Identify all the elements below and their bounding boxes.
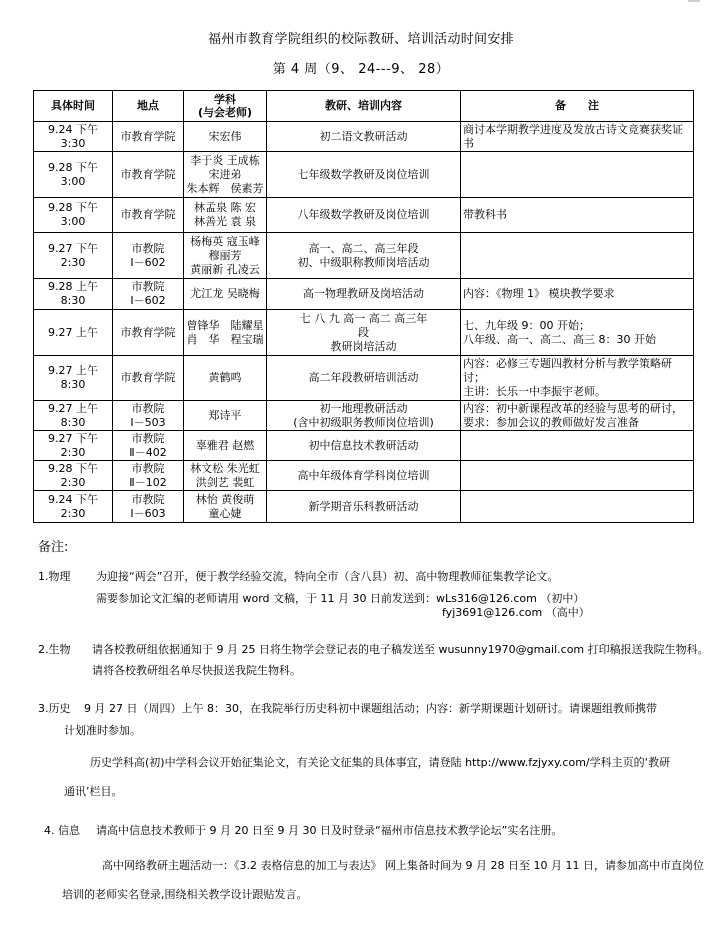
- cell-content: [267, 279, 461, 310]
- cell-place-line: 市教育学院: [120, 167, 176, 181]
- cell-teachers-line: 林文松 朱光虹: [190, 461, 260, 475]
- cell-time: 9.28 下午 3:00: [34, 198, 113, 233]
- cell-place-line: Ⅱ－402: [129, 445, 167, 459]
- cell-teachers: [184, 122, 267, 152]
- cell-content-line: 初二语文教研活动: [319, 129, 408, 143]
- note-biology-label: 2.生物: [38, 643, 71, 656]
- table-row: [34, 152, 694, 198]
- cell-remark: [461, 461, 694, 491]
- cell-teachers-line: 穆丽芳: [208, 248, 242, 262]
- cell-place-line: 市教院: [131, 241, 165, 255]
- cell-remark-line: 带教科书: [463, 208, 507, 221]
- cell-place: [113, 401, 184, 431]
- cell-remark-line: 七、九年级 9：00 开始；: [463, 318, 590, 332]
- cell-content: [267, 152, 461, 198]
- cell-teachers: [184, 152, 267, 198]
- cell-time: 9.28 下午 3:00: [34, 152, 113, 198]
- cell-teachers: [184, 491, 267, 523]
- cell-place: [113, 491, 184, 523]
- cell-teachers-line: 林怡 黄俊萌: [195, 492, 255, 506]
- cell-content-line: 七 八 九 高一 高二 高三年: [299, 311, 428, 325]
- note-physics-label: 1.物理: [38, 570, 71, 583]
- cell-place-line: Ⅰ－602: [130, 294, 166, 307]
- cell-time: 9.27 下午 2:30: [34, 431, 113, 461]
- document-subtitle: 第 4 周（9、 24---9、 28）: [272, 62, 450, 77]
- cell-remark-line: 内容：初中新课程改革的经验与思考的研讨，: [463, 401, 683, 415]
- cell-content-line: 新学期音乐科教研活动: [308, 499, 419, 513]
- cell-content-line: 高二年段教研培训活动: [308, 371, 419, 384]
- cell-place-line: 市教院: [131, 431, 165, 445]
- cell-time: 9.27 下午 2:30: [34, 233, 113, 279]
- document-title: 福州市教育学院组织的校际教研、培训活动时间安排: [208, 32, 514, 47]
- cell-place: [113, 279, 184, 310]
- header-subject: [184, 91, 267, 122]
- cell-content-line: 高中年级体育学科岗位培训: [297, 468, 430, 482]
- cell-time: 9.27 上午 8:30: [34, 356, 113, 401]
- cell-place-line: Ⅰ－503: [130, 415, 166, 429]
- note-biology-line2: 请将各校教研组名单尽快报送我院生物科。: [92, 664, 301, 677]
- cell-place-line: 市教院: [131, 401, 165, 415]
- header-subject-line1: 学科: [214, 93, 236, 106]
- cell-remark: [461, 401, 694, 431]
- cell-teachers-line: 郑诗平: [208, 408, 242, 422]
- header-subject-line2: (与会老师): [197, 106, 253, 119]
- note-history-line4: 通讯’栏目。: [64, 785, 123, 798]
- cell-teachers-line: 尤江龙 吴晓梅: [190, 287, 260, 300]
- note-biology-line1: [38, 641, 709, 657]
- cell-time: 9.28 上午 8:30: [34, 279, 113, 310]
- cell-place: [113, 431, 184, 461]
- cell-remark: [461, 431, 694, 461]
- cell-remark-line: 八年级、高一、高二、高三 8：30 开始: [463, 332, 656, 346]
- note-physics-text1: 为迎接“两会”召开，便于教学经验交流，特向全市（含八县）初、高中物理教师征集教学论文。: [96, 570, 559, 583]
- note-history-text1: 9 月 27 日（周四）上午 8：30，在我院举行历史科初中课题组活动；内容：新学期课题计划研讨。请课题组教师携带: [84, 702, 657, 715]
- cell-teachers-line: 林善光 袁 泉: [194, 215, 256, 228]
- cell-teachers-line: 辜雅君 赵燃: [195, 438, 255, 452]
- cell-remark-line: 内容：必修三专题四教材分析与教学策略研讨；: [463, 357, 672, 384]
- cell-remark: [461, 491, 694, 523]
- cell-remark: [461, 152, 694, 198]
- cell-place-line: 市教育学院: [120, 129, 176, 143]
- note-biology-text1: 请各校教研组依据通知于 9 月 25 日将生物学会登记表的电子稿发送至 wusunny1970@gmail.com 打印稿报送我院生物科。: [92, 643, 709, 656]
- cell-place: [113, 461, 184, 491]
- cell-time: 9.27 上午 8:30: [34, 401, 113, 431]
- table-row: [34, 401, 694, 431]
- cell-place: [113, 356, 184, 401]
- cell-teachers: [184, 310, 267, 356]
- header-place: 地点: [113, 91, 184, 122]
- cell-content: [267, 356, 461, 401]
- cell-place: [113, 233, 184, 279]
- notes-heading: 备注:: [38, 540, 69, 555]
- table-row: [34, 310, 694, 356]
- cell-time: 9.24 下午 3:30: [34, 122, 113, 152]
- cell-teachers: [184, 461, 267, 491]
- cell-teachers: [184, 233, 267, 279]
- note-history-line2: 计划准时参加。: [64, 724, 141, 737]
- note-physics-line3: fyj3691@126.com （高中）: [442, 606, 590, 619]
- cell-teachers: [184, 356, 267, 401]
- cell-content: [267, 310, 461, 356]
- cell-place-line: Ⅱ－102: [129, 475, 167, 489]
- cell-content-line: 七年级数学教研及岗位培训: [297, 167, 430, 181]
- cell-place: [113, 152, 184, 198]
- note-it-line3: 培训的老师实名登录,围绕相关教学设计跟贴发言。: [62, 888, 308, 901]
- cell-place-line: 市教育学院: [120, 325, 176, 339]
- cell-teachers-line: 曾锋华 陆耀星: [186, 318, 264, 332]
- cell-content: [267, 431, 461, 461]
- cell-content: [267, 401, 461, 431]
- cell-place-line: 市教育学院: [120, 208, 176, 221]
- cell-teachers-line: 童心婕: [208, 506, 242, 520]
- cell-remark: [461, 310, 694, 356]
- cell-time: 9.27 上午: [34, 310, 113, 356]
- cell-content-line: 教研岗培活动: [330, 339, 397, 353]
- table-header-row: [34, 91, 694, 122]
- cell-teachers: [184, 279, 267, 310]
- header-remark: 备 注: [461, 91, 694, 122]
- cell-place-line: 市教院: [131, 280, 165, 293]
- cell-place: [113, 198, 184, 233]
- table-row: [34, 279, 694, 310]
- cell-content: [267, 198, 461, 233]
- cell-remark: [461, 233, 694, 279]
- cell-remark-line: 要求：参加会议的教师做好发言准备: [463, 415, 639, 429]
- table-row: [34, 356, 694, 401]
- cell-teachers: [184, 198, 267, 233]
- cell-content-line: 初中信息技术教研活动: [308, 438, 419, 452]
- cell-content-line: 高一物理教研及岗培活动: [303, 287, 424, 300]
- cell-teachers-line: 朱本辉 侯素芳: [186, 181, 264, 195]
- header-time: 具体时间: [34, 91, 113, 122]
- table-row: [34, 122, 694, 152]
- cell-content: [267, 491, 461, 523]
- cell-teachers-line: 黄丽新 孔凌云: [190, 262, 260, 276]
- table-row: [34, 431, 694, 461]
- table-row: [34, 198, 694, 233]
- cell-place: [113, 310, 184, 356]
- cell-teachers-line: 洪剑艺 裴虹: [195, 475, 255, 489]
- note-history-line3: 历史学科高(初)中学科会议开始征集论文，有关论文征集的具体事宜，请登陆 http://www.fzjyxy.com/学科主页的‘教研: [90, 756, 671, 769]
- cell-place: [113, 122, 184, 152]
- cell-teachers: [184, 431, 267, 461]
- cell-time: 9.28 下午 2:30: [34, 461, 113, 491]
- cell-teachers-line: 杨梅英 寇玉峰: [190, 234, 260, 248]
- cell-teachers-line: 宋进弟: [208, 167, 242, 181]
- schedule-table: [33, 90, 694, 523]
- cell-remark-line: 商讨本学期教学进度及发放古诗文竞赛获奖证书: [463, 122, 683, 150]
- note-it-line1: [44, 822, 562, 838]
- cell-content-line: (含中初级职务教师岗位培训): [293, 415, 434, 429]
- cell-teachers-line: 肖 华 程宝瑞: [186, 332, 264, 346]
- cell-remark: [461, 356, 694, 401]
- note-it-line2: 高中网络教研主题活动一：《3.2 表格信息的加工与表达》 网上集备时间为 9 月 28 日至 10 月 11 日，请参加高中市直岗位: [102, 859, 704, 872]
- cell-time: 9.24 下午 2:30: [34, 491, 113, 523]
- table-row: [34, 491, 694, 523]
- cell-place-line: 市教育学院: [120, 371, 176, 384]
- note-history-line1: [38, 700, 657, 716]
- cell-content: [267, 122, 461, 152]
- cell-place-line: 市教院: [131, 492, 165, 506]
- cell-place-line: 市教院: [131, 461, 165, 475]
- page-corner-mark: [688, 0, 700, 2]
- cell-content-line: 初一地理教研活动: [319, 401, 408, 415]
- cell-teachers-line: 宋宏伟: [208, 129, 242, 143]
- cell-place-line: Ⅰ－602: [130, 255, 166, 269]
- cell-teachers-line: 黄鹤鸣: [208, 371, 242, 384]
- note-physics-line2: 需要参加论文汇编的老师请用 word 文稿，于 11 月 30 日前发送到：wLs316@126.com （初中）: [96, 592, 585, 605]
- cell-remark-line: 内容：《物理 1》 模块教学要求: [463, 287, 615, 300]
- cell-teachers: [184, 401, 267, 431]
- cell-teachers-line: 李于炎 王成栋: [190, 153, 260, 167]
- cell-content: [267, 461, 461, 491]
- header-content: 教研、培训内容: [267, 91, 461, 122]
- cell-content-line: 初、中级职称教师岗培活动: [297, 255, 430, 269]
- note-it-label: 4. 信息: [44, 824, 80, 837]
- cell-remark: [461, 279, 694, 310]
- note-history-label: 3.历史: [38, 702, 71, 715]
- cell-teachers-line: 林孟泉 陈 宏: [194, 201, 256, 214]
- table-row: [34, 233, 694, 279]
- cell-place-line: Ⅰ－603: [130, 506, 166, 520]
- cell-content: [267, 233, 461, 279]
- cell-remark: [461, 198, 694, 233]
- cell-content-line: 高一、高二、高三年段: [308, 241, 419, 255]
- cell-remark: [461, 122, 694, 152]
- note-it-text1: 请高中信息技术教师于 9 月 20 日至 9 月 30 日及时登录“福州市信息技术教学论坛”实名注册。: [96, 824, 563, 837]
- note-physics-line1: [38, 568, 558, 584]
- table-row: [34, 461, 694, 491]
- cell-remark-line: 主讲：长乐一中李振宇老师。: [463, 385, 606, 398]
- cell-content-line: 段: [358, 325, 369, 339]
- cell-content-line: 八年级数学教研及岗位培训: [297, 208, 430, 221]
